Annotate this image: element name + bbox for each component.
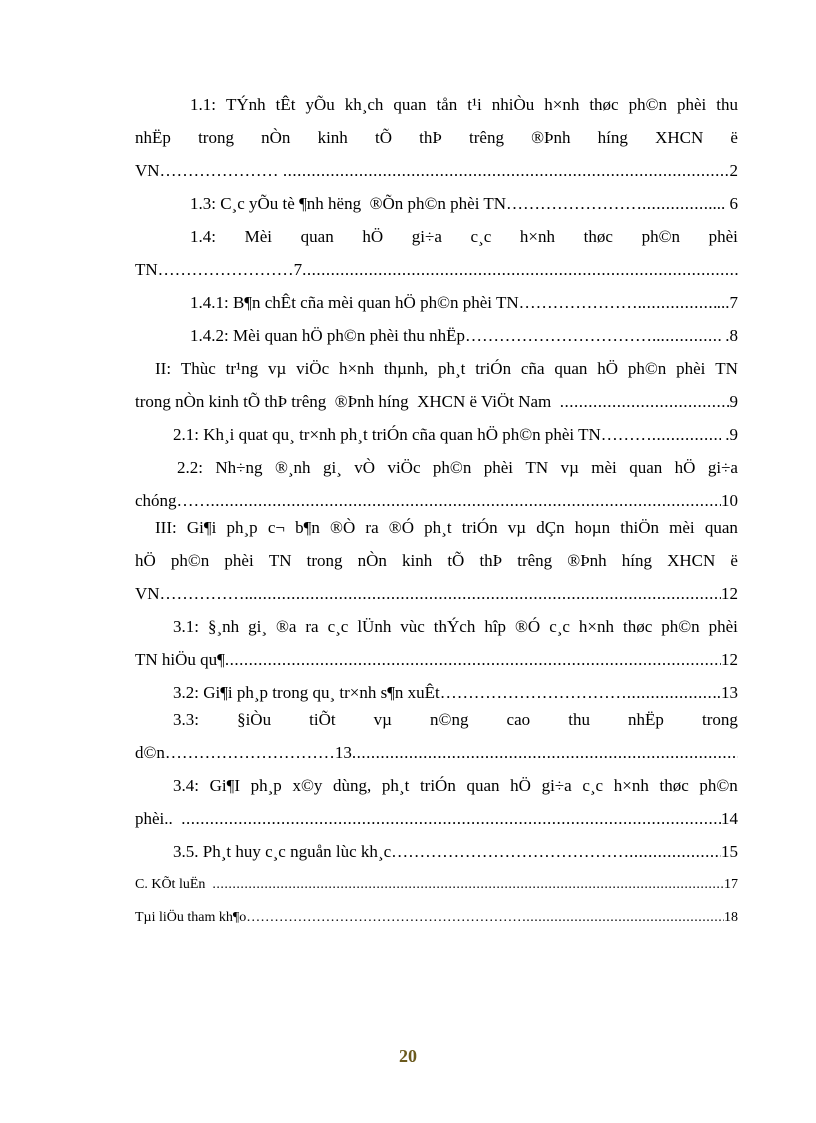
- toc-line-with-page: [135, 253, 738, 286]
- toc-page-ref: 15: [721, 842, 738, 861]
- toc-line-with-page: [135, 154, 738, 187]
- toc-page-ref: .9: [721, 425, 738, 444]
- toc-line-with-page: [135, 901, 738, 934]
- toc-text: 1.4.2: Mèi quan hÖ ph©n phèi thu nhËp……………………………..: [190, 326, 661, 345]
- toc-entry: [135, 703, 738, 769]
- page-number: 20: [399, 1046, 417, 1066]
- toc-line: 3.4: Gi¶I ph¸p x©y dùng, ph¸t triÓn quan hÖ gi÷a c¸c h×nh thøc ph©n: [173, 776, 738, 795]
- leader-dots: [652, 418, 721, 451]
- toc-entry: [135, 286, 738, 319]
- leader-dots: [212, 868, 724, 901]
- toc-text: 1.4.1: B¶n chÊt cña mèi quan hÖ ph©n phèi TN………………….: [190, 293, 642, 312]
- toc-entry: [135, 868, 738, 901]
- toc-entry: [135, 352, 738, 418]
- leader-dots: [629, 835, 721, 868]
- toc-page-ref: 10: [721, 491, 738, 510]
- toc-text: C. KÕt luËn: [135, 877, 213, 892]
- leader-dots: [642, 187, 708, 220]
- toc-entry: [135, 220, 738, 286]
- toc-line: 3.1: §¸nh gi¸ ®a ra c¸c lÜnh vùc thÝch hîp ®Ó c¸c h×nh thøc ph©n phèi: [173, 617, 738, 636]
- toc-text: d©n…………………………13: [135, 743, 352, 762]
- toc-text: VN…………………: [135, 161, 283, 180]
- toc-line-with-page: [135, 577, 738, 610]
- toc-page-ref: 17: [724, 877, 738, 892]
- toc-line: II: Thùc tr¹ng vµ viÖc h×nh thµnh, ph¸t triÓn cña quan hÖ ph©n phèi TN: [155, 359, 738, 378]
- toc-page-ref: 12: [721, 650, 738, 669]
- toc-entry: [135, 835, 738, 868]
- toc-text: TN……………………7: [135, 260, 303, 279]
- toc-line: nhËp trong nÒn kinh tÕ thÞ trêng ®Þnh híng XHCN ë: [135, 128, 738, 147]
- toc-text: 2.1: Kh¸i quat qu¸ tr×nh ph¸t triÓn cña quan hÖ ph©n phèi TN………: [173, 425, 652, 444]
- toc-text: 3.5. Ph¸t huy c¸c nguån lùc kh¸c……………………………………: [173, 842, 630, 861]
- toc-text: Tµi liÖu tham kh¶o……………………………………………………: [135, 910, 527, 925]
- leader-dots: [526, 901, 724, 934]
- toc-line-with-page: [135, 187, 738, 220]
- toc-line-with-page: [135, 643, 738, 676]
- toc-line: 2.2: Nh÷ng ®¸nh gi¸ vÒ viÖc ph©n phèi TN vµ mèi quan hÖ gi÷a: [177, 458, 738, 477]
- toc-line-with-page: [135, 418, 738, 451]
- toc-entry: [135, 418, 738, 451]
- toc-page-ref: 2: [729, 161, 738, 180]
- toc-line: III: Gi¶i ph¸p c¬ b¶n ®Ò ra ®Ó ph¸t triÓn vµ dÇn hoµn thiÖn mèi quan: [155, 518, 738, 537]
- toc-line: 3.3: §iÒu tiÕt vµ n©ng cao thu nhËp trong: [173, 710, 738, 729]
- toc-text: TN hiÖu qu¶: [135, 650, 225, 669]
- leader-dots: [181, 802, 721, 835]
- leader-dots: [302, 253, 738, 286]
- toc-line-with-page: [135, 868, 738, 901]
- toc-line-with-page: [135, 286, 738, 319]
- toc-entry: [135, 88, 738, 187]
- toc-entry: [135, 187, 738, 220]
- toc-text: phèi..: [135, 809, 182, 828]
- toc-entry: [135, 511, 738, 610]
- toc-page-ref: ...7: [716, 293, 738, 312]
- toc-entry: [135, 319, 738, 352]
- toc-line: 1.1: TÝnh tÊt yÕu kh¸ch quan tån t¹i nhiÒu h×nh thøc ph©n phèi thu: [190, 95, 738, 114]
- leader-dots: [253, 577, 721, 610]
- toc-text: 1.3: C¸c yÕu tè ¶nh hëng ®Õn ph©n phèi TN……………………: [190, 194, 643, 213]
- toc-line-with-page: [135, 835, 738, 868]
- leader-dots: [560, 385, 730, 418]
- leader-dots: [352, 736, 738, 769]
- toc-line: hÖ ph©n phèi TN trong nÒn kinh tÕ thÞ trêng ®Þnh híng XHCN ë: [135, 551, 738, 570]
- toc-page-ref: 18: [724, 910, 738, 925]
- toc-page-ref: 9: [729, 392, 738, 411]
- toc-text: chóng……: [135, 491, 211, 510]
- toc-text: trong nÒn kinh tÕ thÞ trêng ®Þnh híng XHCN ë ViÖt Nam: [135, 392, 560, 411]
- toc-entry: [135, 610, 738, 676]
- leader-dots: [642, 286, 717, 319]
- leader-dots: [660, 319, 721, 352]
- toc-page-ref: .... 6: [708, 194, 738, 213]
- toc-line-with-page: [135, 736, 738, 769]
- toc-page-ref: ..13: [712, 683, 738, 702]
- toc-page-ref: 14: [721, 809, 738, 828]
- leader-dots: [283, 154, 730, 187]
- leader-dots: [225, 643, 721, 676]
- toc-line-with-page: [135, 385, 738, 418]
- toc-line-with-page: [135, 802, 738, 835]
- toc-entry: [135, 769, 738, 835]
- toc-page-ref: 12: [721, 584, 738, 603]
- toc-line: 1.4: Mèi quan hÖ gi÷a c¸c h×nh thøc ph©n phèi: [190, 227, 738, 246]
- toc-entry: [135, 451, 738, 517]
- toc-line-with-page: [135, 319, 738, 352]
- toc-text: 3.2: Gi¶i ph¸p trong qu¸ tr×nh s¶n xuÊt……………………………: [173, 683, 627, 702]
- toc-page-ref: .8: [721, 326, 738, 345]
- toc-entry: [135, 901, 738, 934]
- toc-text: VN……………..: [135, 584, 254, 603]
